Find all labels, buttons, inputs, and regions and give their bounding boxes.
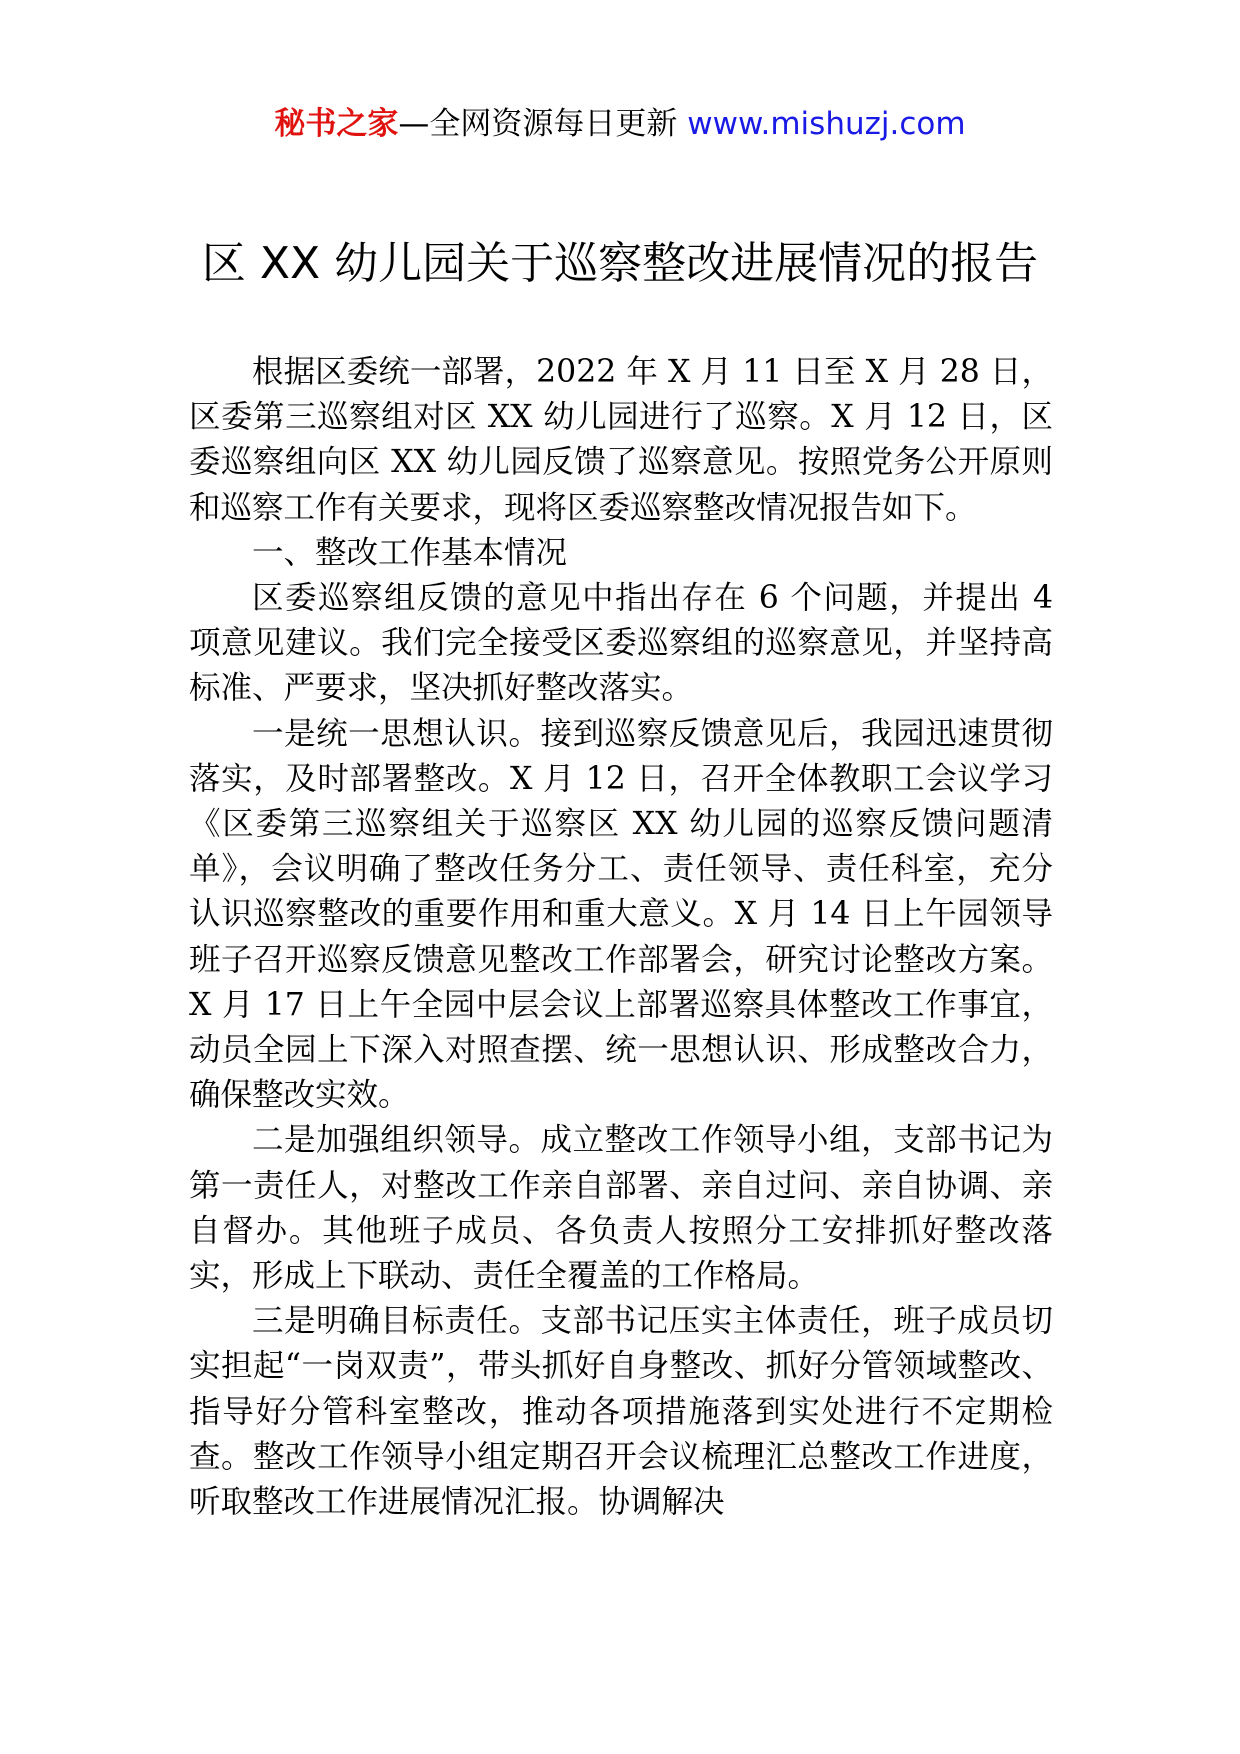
paragraph-organization: 二是加强组织领导。成立整改工作领导小组，支部书记为第一责任人，对整改工作亲自部署、亲自过问、亲自协调、亲自督办。其他班子成员、各负责人按照分工安排抓好整改落实，形成上下联动、责任全覆盖的工作格局。	[189, 1122, 1053, 1295]
document-body	[189, 350, 1053, 1525]
paragraph-overview: 区委巡察组反馈的意见中指出存在 6 个问题，并提出 4 项意见建议。我们完全接受区委巡察组的巡察意见，并坚持高标准、严要求，坚决抓好整改落实。	[189, 580, 1053, 707]
paragraph-responsibility: 三是明确目标责任。支部书记压实主体责任，班子成员切实担起“一岗双责”，带头抓好自身整改、抓好分管领域整改、指导好分管科室整改，推动各项措施落到实处进行不定期检查。整改工作领导小组定期召开会议梳理汇总整改工作进度，听取整改工作进展情况汇报。协调解决	[189, 1303, 1053, 1521]
section-heading-1: 一、整改工作基本情况	[252, 534, 568, 571]
site-slogan: —全网资源每日更新	[398, 106, 688, 142]
paragraph-intro: 根据区委统一部署，2022 年 X 月 11 日至 X 月 28 日，区委第三巡察组对区 XX 幼儿园进行了巡察。X 月 12 日，区委巡察组向区 XX 幼儿园反馈了巡察意见。按照党务公开原则和巡察工作有关要求，现将区委巡察整改情况报告如下。	[189, 354, 1053, 526]
paragraph-unify-thinking: 一是统一思想认识。接到巡察反馈意见后，我园迅速贯彻落实，及时部署整改。X 月 12 日，召开全体教职工会议学习《区委第三巡察组关于巡察区 XX 幼儿园的巡察反馈问题清单》，会议明确了整改任务分工、责任领导、责任科室，充分认识巡察整改的重要作用和重大意义。X 月 14 日上午园领导班子召开巡察反馈意见整改工作部署会，研究讨论整改方案。X 月 17 日上午全园中层会议上部署巡察具体整改工作事宜，动员全园上下深入对照查摆、统一思想认识、形成整改合力，确保整改实效。	[189, 715, 1053, 1114]
site-url-link[interactable]: www.mishuzj.com	[687, 106, 966, 142]
site-header	[0, 98, 1240, 150]
site-brand: 秘书之家	[274, 106, 399, 142]
document-title: 区 XX 幼儿园关于巡察整改进展情况的报告	[201, 238, 1039, 289]
